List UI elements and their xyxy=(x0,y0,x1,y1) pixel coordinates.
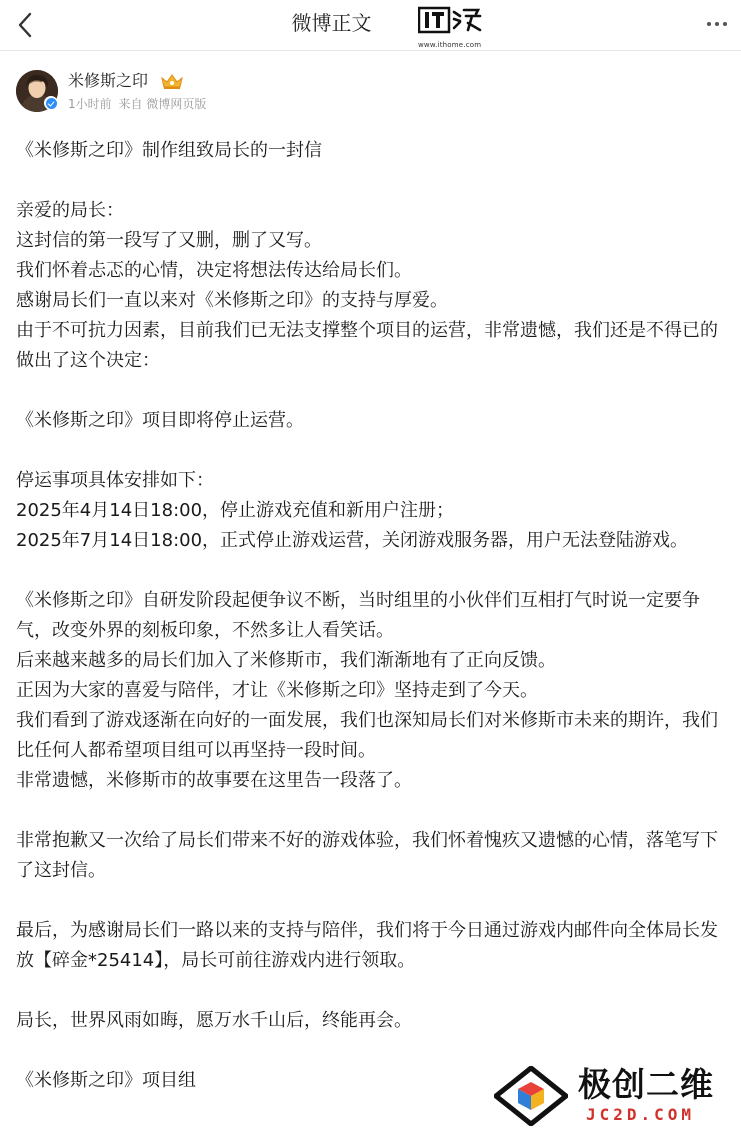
post-line: 《米修斯之印》自研发阶段起便争议不断，当时组里的小伙伴们互相打气时说一定要争气，改变外界的刻板印象，不然多让人看笑话。 xyxy=(16,590,700,641)
post-line: 我们看到了游戏逐渐在向好的一面发展，我们也深知局长们对米修斯市未来的期许，我们比任何人都希望项目组可以再坚持一段时间。 xyxy=(16,710,718,761)
more-dots-icon xyxy=(723,22,727,26)
more-dots-icon xyxy=(715,22,719,26)
post-line: 停运事项具体安排如下： xyxy=(16,470,214,491)
post-line: 由于不可抗力因素，目前我们已无法支撑整个项目的运营，非常遗憾，我们还是不得已的做出了这个决定： xyxy=(16,320,718,371)
post-body xyxy=(16,136,721,1096)
post-source[interactable]: 微博网页版 xyxy=(146,97,207,111)
post-time: 1小时前 xyxy=(68,97,112,111)
post-line: 最后，为感谢局长们一路以来的支持与陪伴，我们将于今日通过游戏内邮件向全体局长发放【碎金*25414】，局长可前往游戏内进行领取。 xyxy=(16,920,718,971)
jc2d-url: JC2D.COM xyxy=(586,1105,696,1124)
post-line: 我们怀着忐忑的心情，决定将想法传达给局长们。 xyxy=(16,260,412,281)
post-line: 2025年7月14日18:00，正式停止游戏运营，关闭游戏服务器，用户无法登陆游戏。 xyxy=(16,530,689,551)
top-navigation-bar xyxy=(0,0,741,51)
post-line: 2025年4月14日18:00，停止游戏充值和新用户注册； xyxy=(16,500,455,521)
post-line: 亲爱的局长： xyxy=(16,200,124,221)
jc2d-cube-logo-icon xyxy=(494,1066,568,1126)
ithome-logo xyxy=(418,6,488,40)
post-meta xyxy=(68,95,206,113)
post-line: 《米修斯之印》项目即将停止运营。 xyxy=(16,410,304,431)
post-line: 后来越来越多的局长们加入了米修斯市，我们渐渐地有了正向反馈。 xyxy=(16,650,556,671)
page-title xyxy=(0,8,741,38)
post-signature: 《米修斯之印》项目组 xyxy=(16,1070,196,1091)
post-line: 正因为大家的喜爱与陪伴，才让《米修斯之印》坚持走到了今天。 xyxy=(16,680,538,701)
more-options-button[interactable] xyxy=(703,10,731,38)
ithome-watermark xyxy=(418,6,488,49)
more-dots-icon xyxy=(707,22,711,26)
post-line: 非常抱歉又一次给了局长们带来不好的游戏体验，我们怀着愧疚又遗憾的心情，落笔写下了这封信。 xyxy=(16,830,718,881)
author-name[interactable]: 米修斯之印 xyxy=(68,71,149,90)
author-header xyxy=(16,68,716,116)
post-line: 感谢局长们一直以来对《米修斯之印》的支持与厚爱。 xyxy=(16,290,448,311)
post-source-prefix: 来自 xyxy=(118,97,143,111)
jc2d-watermark xyxy=(494,1062,738,1128)
post-title-line: 《米修斯之印》制作组致局长的一封信 xyxy=(16,140,322,161)
post-line: 这封信的第一段写了又删，删了又写。 xyxy=(16,230,322,251)
post-line: 非常遗憾，米修斯市的故事要在这里告一段落了。 xyxy=(16,770,412,791)
post-line: 局长，世界风雨如晦，愿万水千山后，终能再会。 xyxy=(16,1010,412,1031)
page-title-text: 微博正文 xyxy=(291,11,372,35)
crown-badge-icon[interactable] xyxy=(160,72,184,90)
verified-badge-icon xyxy=(44,96,58,110)
ithome-url: www.ithome.com xyxy=(418,41,482,49)
jc2d-name: 极创二维 xyxy=(578,1065,714,1104)
